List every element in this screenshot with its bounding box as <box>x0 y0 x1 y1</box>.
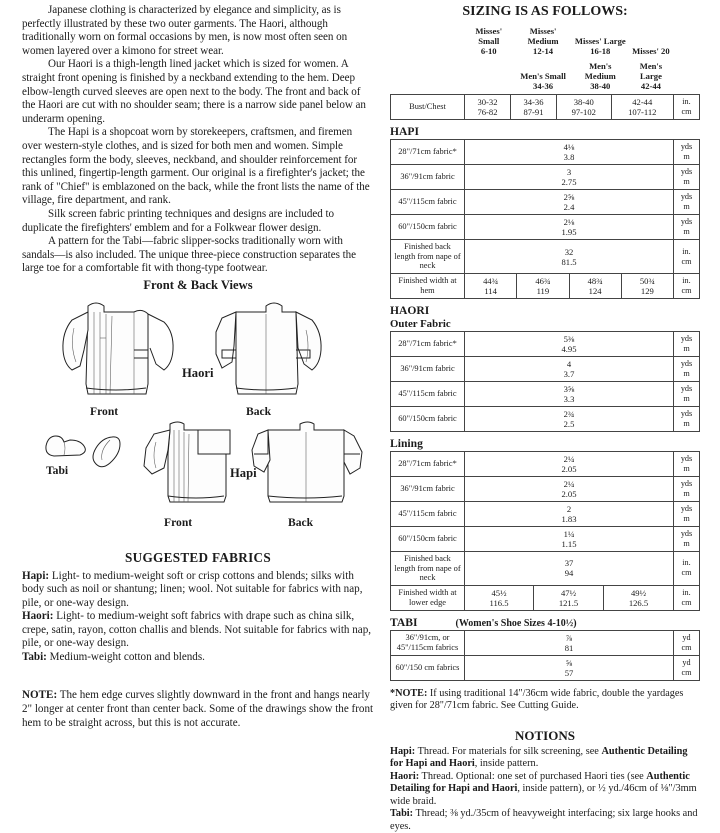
misses-size-3-range: 16-18 <box>590 46 611 57</box>
suggested-fabrics-title: SUGGESTED FABRICS <box>125 549 271 565</box>
lining-row-0-unit-bot: m <box>683 464 690 473</box>
haori-outer-row-1-unit-bot: m <box>683 369 690 378</box>
lining-row-3-unit <box>674 527 700 552</box>
lining-row-1-unit-top: yds <box>680 479 693 488</box>
hapi-fw-cm-1: 114 <box>484 286 497 296</box>
intro-paragraph-1: Japanese clothing is characterized by elegance and simplicity, as is perfectly illustrated by these two outer garments. The Haori, although traditionally worn on formal occasions by men, is now most often seen on women layered over a kimono for street wear. <box>22 4 348 57</box>
hapi-fw-cm-3: 124 <box>588 286 602 296</box>
haori-back-length-unit <box>674 552 700 586</box>
haori-outer-row-1-unit <box>674 357 700 382</box>
haori-outer-row-1-m: 3.7 <box>563 369 575 379</box>
haori-outer-row-3-unit <box>674 407 700 432</box>
hapi-finished-width-1 <box>465 274 517 299</box>
bust-chest-value-1 <box>465 95 511 120</box>
size-header-table <box>390 26 700 91</box>
hapi-fw-unit-bot: cm <box>681 286 692 295</box>
lining-row-1-unit <box>674 477 700 502</box>
haori-outer-row-3-m: 2.5 <box>563 419 575 429</box>
bust-chest-value-4 <box>611 95 673 120</box>
hapi-row-0-unit-bot: m <box>683 152 690 162</box>
mens-size-3 <box>573 61 628 92</box>
bust-chest-in-4: 42-44 <box>632 97 653 108</box>
hapi-row-0-unit <box>674 140 700 165</box>
left-column <box>22 4 374 730</box>
table-row <box>391 190 700 215</box>
haori-back-label: Back <box>246 404 272 418</box>
misses-size-4 <box>628 26 674 57</box>
bust-chest-unit <box>674 95 700 120</box>
tabi-row-1-yd: ⅝ <box>565 657 573 668</box>
table-row <box>391 95 700 120</box>
haori-outer-row-1-label: 36"/91cm fabric <box>391 357 465 382</box>
notions-title: NOTIONS <box>515 727 575 743</box>
hapi-back-length-unit-top: in. <box>682 246 691 256</box>
lining-row-2-value <box>465 502 674 527</box>
mens-size-4-name: Men's Large <box>639 60 663 81</box>
notions-haori-bold-ref: Authentic Detailing for Hapi and Haori <box>390 770 690 795</box>
hapi-fw-in-2: 46¾ <box>535 276 551 286</box>
haori-back-length-in: 37 <box>564 558 574 569</box>
haori-fw-cm-3: 126.5 <box>628 597 649 608</box>
lining-row-0-yds: 2¼ <box>563 454 575 464</box>
hapi-row-3-unit-bot: m <box>683 227 690 237</box>
haori-fw-cm-2: 121.5 <box>558 597 579 608</box>
lining-row-0-m: 2.05 <box>561 464 577 474</box>
tabi-row-1-unit-top: yd <box>682 657 691 667</box>
hapi-yardage-table <box>390 139 700 299</box>
hapi-back-length-unit-bot: cm <box>681 256 692 266</box>
notions-hapi <box>390 746 700 771</box>
hapi-fw-in-1: 44¾ <box>483 276 499 286</box>
haori-outer-row-0-unit-bot: m <box>683 344 690 353</box>
haori-outer-yardage-table <box>390 331 700 432</box>
mens-size-2-range: 34-36 <box>533 81 554 92</box>
haori-finished-width-2 <box>534 585 604 610</box>
table-row <box>391 585 700 610</box>
haori-finished-width-unit <box>674 585 700 610</box>
lining-row-0-unit-top: yds <box>680 454 693 463</box>
notions-hapi-bold-ref: Authentic Detailing for Hapi and Haori <box>390 745 688 770</box>
haori-outer-row-2-yds: 3⅝ <box>563 384 575 394</box>
haori-back-length-unit-top: in. <box>682 558 691 568</box>
haori-outer-row-2-unit-top: yds <box>680 384 693 393</box>
haori-outer-row-1-unit-top: yds <box>680 359 693 368</box>
hapi-row-0-label: 28"/71cm fabric* <box>391 140 465 165</box>
mens-size-4-range: 42-44 <box>640 81 661 92</box>
haori-fw-in-1: 45½ <box>491 587 507 598</box>
intro-paragraph-4: Silk screen fabric printing techniques and designs are included to duplicate the firefighters' emblem and for a Folkwear flower design. <box>22 207 334 234</box>
haori-back-illustration <box>200 298 330 418</box>
hapi-fw-in-3: 48¾ <box>587 276 603 286</box>
haori-fw-cm-1: 116.5 <box>489 597 509 608</box>
table-row <box>391 552 700 586</box>
notions-hapi-label: Hapi: <box>390 745 416 757</box>
sizing-title: SIZING IS AS FOLLOWS: <box>462 4 628 19</box>
tabi-label: Tabi <box>46 463 69 477</box>
hapi-row-2-yds: 2⅝ <box>563 192 575 203</box>
hapi-back-label: Back <box>288 515 314 529</box>
notions-hapi-text-1: Thread. For materials for silk screening, see <box>415 745 602 757</box>
haori-outer-row-3-unit-bot: m <box>683 419 690 428</box>
haori-outer-row-2-unit <box>674 382 700 407</box>
hapi-row-3-unit-top: yds <box>680 217 693 227</box>
hapi-row-3-value <box>465 215 674 240</box>
table-row <box>391 407 700 432</box>
hapi-fw-unit-top: in. <box>682 276 691 285</box>
hapi-row-0-value <box>465 140 674 165</box>
hapi-row-3-label: 60"/150cm fabric <box>391 215 465 240</box>
lining-row-1-label: 36"/91cm fabric <box>391 477 465 502</box>
garment-illustrations <box>22 278 374 528</box>
lining-row-0-label: 28"/71cm fabric* <box>391 452 465 477</box>
hapi-row-1-value <box>465 165 674 190</box>
haori-outer-row-3-unit-top: yds <box>680 409 693 418</box>
bust-chest-cm-3: 97-102 <box>571 107 596 118</box>
intro-paragraph-5: A pattern for the Tabi—fabric slipper-socks traditionally worn with sandals—is also included. The unique three-piece construction separates the large toe for a comfortable fit with thong-type footwear. <box>22 235 356 275</box>
lining-row-1-unit-bot: m <box>683 489 690 498</box>
notions-list <box>390 746 700 833</box>
hapi-row-1-label: 36"/91cm fabric <box>391 165 465 190</box>
table-row <box>391 215 700 240</box>
lining-row-2-label: 45"/115cm fabric <box>391 502 465 527</box>
mens-header-unit-blank <box>674 61 700 92</box>
lining-row-2-yds: 2 <box>566 504 572 514</box>
fabric-item-hapi <box>22 570 374 611</box>
fabric-width-note-text: If using traditional 14"/36cm wide fabric, double the yardages given for 28"/71cm fabric. See Cutting Guide. <box>390 687 684 712</box>
haori-front-label: Front <box>90 404 119 418</box>
tabi-row-1-value <box>465 655 674 680</box>
hapi-row-2-value <box>465 190 674 215</box>
hapi-row-0-yds: 4⅛ <box>563 142 575 153</box>
hapi-fw-cm-2: 119 <box>536 286 550 296</box>
bust-chest-table <box>390 94 700 120</box>
table-row <box>391 630 700 655</box>
mens-size-4 <box>628 61 674 92</box>
bust-chest-unit-in: in. <box>682 97 691 107</box>
hapi-row-2-unit-top: yds <box>680 192 693 202</box>
table-row <box>391 140 700 165</box>
tabi-row-1-unit-bot: cm <box>681 667 692 677</box>
hapi-table-title: HAPI <box>390 125 419 139</box>
notions-tabi-label: Tabi: <box>390 808 414 820</box>
bust-chest-value-3 <box>556 95 611 120</box>
misses-size-2-name: Misses' Medium <box>527 26 559 47</box>
hapi-finished-width-label-text: Finished width at hem <box>398 276 457 295</box>
misses-size-4-name: Misses' 20 <box>632 46 670 57</box>
hapi-label: Hapi <box>230 465 257 480</box>
bust-chest-in-1: 30-32 <box>477 97 498 108</box>
lining-row-3-value <box>465 527 674 552</box>
tabi-row-1-label: 60"/150 cm fabrics <box>391 655 465 680</box>
hapi-back-length-unit <box>674 240 700 274</box>
tabi-row-0-cm: 81 <box>564 642 574 653</box>
fabric-item-tabi <box>22 651 374 665</box>
hapi-finished-width-2 <box>517 274 569 299</box>
hem-note <box>22 689 374 730</box>
mens-size-2 <box>513 61 572 92</box>
haori-outer-row-0-label: 28"/71cm fabric* <box>391 332 465 357</box>
haori-outer-row-0-m: 4.95 <box>561 344 577 354</box>
fabric-item-tabi-label: Tabi: <box>22 650 47 663</box>
size-header-unit-blank <box>674 26 700 57</box>
haori-outer-row-2-m: 3.3 <box>563 394 575 404</box>
hapi-row-3-yds: 2⅛ <box>563 217 575 228</box>
haori-outer-row-3-label: 60"/150cm fabric <box>391 407 465 432</box>
right-column <box>390 4 700 833</box>
mens-size-2-name: Men's Small <box>520 70 566 81</box>
hapi-row-1-yds: 3 <box>566 167 572 178</box>
hapi-row-1-m: 2.75 <box>561 177 577 188</box>
haori-finished-width-1 <box>465 585 534 610</box>
hapi-row-3-m: 1.95 <box>561 227 577 238</box>
fabric-item-haori <box>22 610 374 651</box>
hapi-row-2-unit <box>674 190 700 215</box>
hapi-row-1-unit-bot: m <box>683 177 690 187</box>
hapi-back-length-in: 32 <box>564 246 574 257</box>
notions-haori-label: Haori: <box>390 770 420 782</box>
haori-front-illustration <box>50 298 180 418</box>
hapi-finished-width-unit <box>674 274 700 299</box>
tabi-row-0-unit-bot: cm <box>681 642 692 652</box>
bust-chest-cm-1: 76-82 <box>477 107 498 118</box>
lining-row-2-unit-top: yds <box>680 504 693 513</box>
tabi-shoe-sizes: (Women's Shoe Sizes 4-10½) <box>455 617 577 629</box>
tabi-row-0-label-text: 36"/91cm, or 45"/115cm fabrics <box>396 633 459 652</box>
tabi-table-title: TABI <box>390 615 418 629</box>
lining-row-0-unit <box>674 452 700 477</box>
fabric-width-note-label: *NOTE: <box>390 687 428 699</box>
notions-haori-text-2: , inside pattern), or ½ yd./46cm of ⅛"/3mm wide braid. <box>390 783 697 807</box>
haori-back-length-unit-bot: cm <box>681 568 692 578</box>
hapi-finished-width-3 <box>569 274 621 299</box>
notions-tabi-text: Thread; ⅜ yd./35cm of heavyweight interfacing; six large hooks and eyes. <box>390 808 698 832</box>
haori-fw-unit-bot: cm <box>681 597 692 607</box>
haori-fw-in-2: 47½ <box>560 587 577 598</box>
hapi-row-2-label: 45"/115cm fabric <box>391 190 465 215</box>
hapi-row-1-unit-top: yds <box>680 167 693 177</box>
table-row <box>391 477 700 502</box>
haori-outer-row-0-value <box>465 332 674 357</box>
haori-lining-table <box>390 451 700 611</box>
table-row <box>391 382 700 407</box>
hapi-back-length-label <box>391 240 465 274</box>
table-row <box>391 452 700 477</box>
haori-outer-row-2-label: 45"/115cm fabric <box>391 382 465 407</box>
suggested-fabrics-list <box>22 570 374 665</box>
haori-fw-unit-top: in. <box>682 587 691 597</box>
hapi-row-3-unit <box>674 215 700 240</box>
misses-size-3-name: Misses' Large <box>574 36 626 47</box>
intro-paragraph-3: The Hapi is a shopcoat worn by storekeepers, craftsmen, and firemen over western-style clothes, and is sized for both men and women. Simple rectangles form the body, sleeves, neckband, and shoulder reinforcement for this unlined, fingertip-length garment. Our original is a firefighter's jacket; the rank of "Chief" is emblazoned on the back, while the front lists the name of the village, fire department, and rank. <box>22 126 370 207</box>
bust-chest-value-2 <box>510 95 556 120</box>
bust-chest-unit-cm: cm <box>681 107 692 117</box>
suggested-fabrics-section <box>22 550 374 665</box>
misses-size-1-range: 6-10 <box>480 46 497 57</box>
introduction-text <box>22 4 374 276</box>
hem-note-label: NOTE: <box>22 689 58 702</box>
hapi-row-2-unit-bot: m <box>683 202 690 212</box>
misses-size-2-range: 12-14 <box>533 46 554 57</box>
haori-outer-row-2-value <box>465 382 674 407</box>
haori-outer-fabric-title: Outer Fabric <box>390 318 451 330</box>
tabi-row-0-value <box>465 630 674 655</box>
lining-row-3-unit-bot: m <box>683 539 690 548</box>
fabric-item-haori-text: Light- to medium-weight soft fabrics with drape such as china silk, crepe, satin, rayon, cotton challis and blends. Not suitable for fabrics with nap, pile, or one-way design. <box>22 610 372 650</box>
haori-outer-row-2-unit-bot: m <box>683 394 690 403</box>
hapi-fw-cm-4: 129 <box>640 286 654 296</box>
haori-table-title: HAORI <box>390 304 430 317</box>
haori-fw-in-3: 49½ <box>630 587 647 598</box>
fabric-item-haori-label: Haori: <box>22 610 54 623</box>
haori-outer-row-0-unit-top: yds <box>680 334 693 343</box>
table-row <box>391 274 700 299</box>
tabi-row-0-yd: ⅞ <box>565 632 573 643</box>
bust-chest-in-2: 34-36 <box>523 97 544 108</box>
hapi-row-1-unit <box>674 165 700 190</box>
haori-back-length-label <box>391 552 465 586</box>
haori-outer-row-3-yds: 2¾ <box>563 409 575 419</box>
table-row <box>391 165 700 190</box>
mens-size-row <box>390 61 700 92</box>
haori-finished-width-3 <box>603 585 673 610</box>
lining-row-0-value <box>465 452 674 477</box>
table-row <box>391 357 700 382</box>
lining-row-2-m: 1.83 <box>561 514 577 524</box>
haori-back-length-value <box>465 552 674 586</box>
hapi-back-length-label-text: Finished back length from nape of neck <box>394 242 461 271</box>
haori-finished-width-label <box>391 585 465 610</box>
lining-row-3-label: 60"/150cm fabric <box>391 527 465 552</box>
table-row <box>391 655 700 680</box>
table-row <box>391 240 700 274</box>
hapi-front-label: Front <box>164 515 193 529</box>
hapi-back-length-cm: 81.5 <box>561 256 577 267</box>
fabric-item-hapi-text: Light- to medium-weight soft or crisp cottons and blends; silks with body such as noil or shantung; linen; wool. Not suitable for fabrics with nap, pile, or one-way design. <box>22 569 363 609</box>
misses-size-1-name: Misses' Small <box>475 26 503 47</box>
mens-size-3-name: Men's Medium <box>584 60 616 81</box>
misses-size-3 <box>573 26 628 57</box>
lining-row-2-unit-bot: m <box>683 514 690 523</box>
hapi-row-0-m: 3.8 <box>563 152 575 163</box>
tabi-table-header <box>390 616 700 629</box>
haori-back-length-label-text: Finished back length from nape of neck <box>394 554 461 583</box>
lining-row-3-m: 1.15 <box>561 539 577 549</box>
bust-chest-cm-4: 107-112 <box>628 107 657 118</box>
notions-haori-text-1: Thread. Optional: one set of purchased Haori ties (see <box>419 770 647 782</box>
mens-size-3-range: 38-40 <box>590 81 611 92</box>
table-row <box>391 502 700 527</box>
lining-row-1-value <box>465 477 674 502</box>
size-header-blank <box>390 26 464 57</box>
hapi-row-2-m: 2.4 <box>563 202 575 213</box>
haori-outer-row-0-unit <box>674 332 700 357</box>
haori-outer-row-1-yds: 4 <box>566 359 572 369</box>
haori-back-length-cm: 94 <box>564 568 574 579</box>
haori-outer-row-1-value <box>465 357 674 382</box>
bust-chest-in-3: 38-40 <box>573 97 594 108</box>
lining-row-3-unit-top: yds <box>680 529 693 538</box>
mens-size-1 <box>464 61 513 92</box>
haori-label: Haori <box>182 365 214 380</box>
lining-row-1-m: 2.05 <box>561 489 577 499</box>
lining-row-3-yds: 1¼ <box>563 529 575 539</box>
misses-size-1 <box>464 26 513 57</box>
bust-chest-label: Bust/Chest <box>391 95 465 120</box>
table-row <box>391 332 700 357</box>
haori-lining-title: Lining <box>390 437 423 450</box>
tabi-row-0-label <box>391 630 465 655</box>
haori-outer-row-0-yds: 5⅜ <box>563 334 575 344</box>
hapi-row-0-unit-top: yds <box>680 142 693 152</box>
hapi-fw-in-4: 50¾ <box>639 276 655 286</box>
notions-haori <box>390 771 700 809</box>
haori-finished-width-label-text: Finished width at lower edge <box>398 588 457 607</box>
table-row <box>391 527 700 552</box>
intro-paragraph-2: Our Haori is a thigh-length lined jacket which is sized for women. A straight front opening is finished by a neckband extending to the hem. Deep elbow-length curved sleeves are open next to the body. The front and back of the Haori are cut with no shoulder seam; there is a narrow side panel below an underarm opening. <box>22 58 366 125</box>
figures-title: Front & Back Views <box>143 277 253 292</box>
tabi-row-1-cm: 57 <box>564 667 574 678</box>
mens-header-blank <box>390 61 464 92</box>
bust-chest-cm-2: 87-91 <box>523 107 544 118</box>
notions-tabi <box>390 808 700 833</box>
haori-outer-row-3-value <box>465 407 674 432</box>
hapi-back-length-value <box>465 240 674 274</box>
lining-row-2-unit <box>674 502 700 527</box>
hapi-finished-width-4 <box>621 274 673 299</box>
misses-size-2 <box>513 26 572 57</box>
fabric-width-note <box>390 688 700 713</box>
tabi-row-0-unit <box>674 630 700 655</box>
hem-note-text: The hem edge curves slightly downward in the front and hangs nearly 2" longer at center front than center back. Some of the drawings show the front hem to be straight across, but this is not accurate. <box>22 689 374 729</box>
tabi-row-0-unit-top: yd <box>682 632 691 642</box>
tabi-row-1-unit <box>674 655 700 680</box>
lining-row-1-yds: 2¼ <box>563 479 575 489</box>
misses-size-row <box>390 26 700 57</box>
hapi-back-illustration <box>248 420 366 520</box>
fabric-item-tabi-text: Medium-weight cotton and blends. <box>46 650 205 663</box>
tabi-yardage-table <box>390 630 700 681</box>
hapi-finished-width-label <box>391 274 465 299</box>
fabric-item-hapi-label: Hapi: <box>22 569 50 582</box>
notions-hapi-text-2: , inside pattern. <box>474 758 539 770</box>
